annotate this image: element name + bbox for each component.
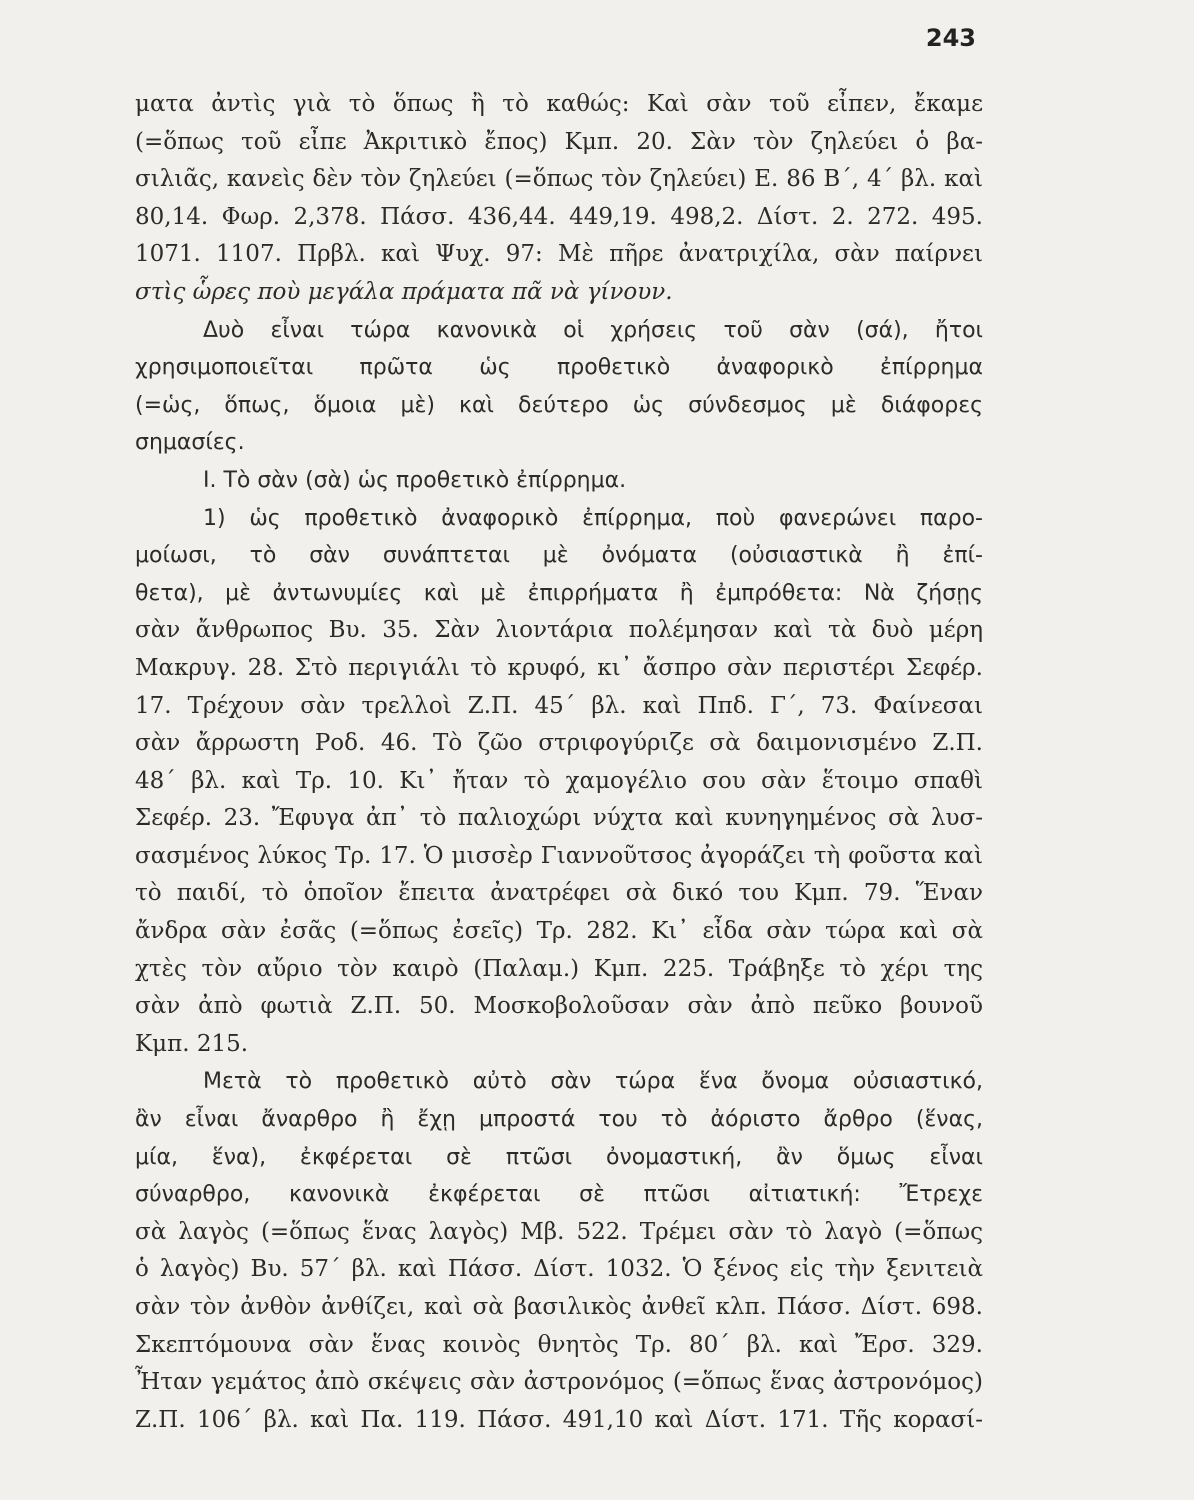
body-text: [135, 86, 983, 1439]
text-line: μία, ἕνα), ἐκφέρεται σὲ πτῶσι ὀνομαστική, ἂν ὅμως εἶναι: [135, 1144, 983, 1170]
text-line: θετα), μὲ ἀντωνυμίες καὶ μὲ ἐπιρρήματα ἢ ἐμπρόθετα: Νὰ ζήσῃς: [135, 580, 983, 606]
page-number: 243: [925, 24, 976, 52]
text-line: σιλιᾶς, κανεὶς δὲν τὸν ζηλεύει (=ὅπως τὸν ζηλεύει) Ε. 86 Β΄, 4΄ βλ. καὶ: [135, 166, 983, 193]
section-heading: Ι. Τὸ σὰν (σὰ) ὡς προθετικὸ ἐπίρρημα.: [203, 467, 627, 493]
text-line: σὰ λαγὸς (=ὅπως ἕνας λαγὸς) Μβ. 522. Τρέμει σὰν τὸ λαγὸ (=ὅπως: [135, 1218, 983, 1245]
text-line: 48΄ βλ. καὶ Τρ. 10. Κι᾽ ἤταν τὸ χαμογέλιο σου σὰν ἕτοιμο σπαθὶ: [135, 767, 983, 794]
text-line: σασμένος λύκος Τρ. 17. Ὁ μισσὲρ Γιαννοῦτσος ἀγοράζει τὴ φοῦστα καὶ: [135, 842, 983, 869]
text-line: στὶς ὧρες ποὺ μεγάλα πράματα πᾶ νὰ γίνουν.: [135, 278, 673, 305]
text-line: ἂν εἶναι ἄναρθρο ἢ ἔχῃ μπροστά του τὸ ἀόριστο ἄρθρο (ἕνας,: [135, 1107, 983, 1133]
text-line: 1071. 1107. Πρβλ. καὶ Ψυχ. 97: Μὲ πῆρε ἀνατριχίλα, σὰν παίρνει: [135, 241, 983, 268]
text-line: (=ὡς, ὅπως, ὅμοια μὲ) καὶ δεύτερο ὡς σύνδεσμος μὲ διάφορες: [135, 392, 983, 418]
text-line: σὰν ἄνθρωπος Βυ. 35. Σὰν λιοντάρια πολέμησαν καὶ τὰ δυὸ μέρη: [135, 617, 983, 644]
text-line: ἄνδρα σὰν ἐσᾶς (=ὅπως ἐσεῖς) Τρ. 282. Κι᾽ εἶδα σὰν τώρα καὶ σὰ: [135, 918, 983, 945]
text-line: Μακρυγ. 28. Στὸ περιγιάλι τὸ κρυφό, κι᾽ ἄσπρο σὰν περιστέρι Σεφέρ.: [135, 654, 983, 681]
paragraph-start-line: 1) ὡς προθετικὸ ἀναφορικὸ ἐπίρρημα, ποὺ φανερώνει παρο-: [203, 505, 983, 531]
text-line: Κμπ. 215.: [135, 1030, 249, 1057]
paragraph-start-line: Μετὰ τὸ προθετικὸ αὐτὸ σὰν τώρα ἕνα ὄνομα οὐσιαστικό,: [203, 1069, 983, 1095]
text-line: Σεφέρ. 23. Ἔφυγα ἀπ᾽ τὸ παλιοχώρι νύχτα καὶ κυνηγημένος σὰ λυσ-: [135, 805, 983, 832]
text-line: σύναρθρο, κανονικὰ ἐκφέρεται σὲ πτῶσι αἰτιατική: Ἔτρεχε: [135, 1182, 983, 1208]
paragraph-start-line: Δυὸ εἶναι τώρα κανονικὰ οἱ χρήσεις τοῦ σὰν (σά), ἤτοι: [203, 317, 983, 343]
text-line: (=ὅπως τοῦ εἶπε Ἀκριτικὸ ἔπος) Κμπ. 20. Σὰν τὸν ζηλεύει ὁ βα-: [135, 128, 983, 155]
text-line: σὰν ἄρρωστη Ροδ. 46. Τὸ ζῶο στριφογύριζε σὰ δαιμονισμένο Ζ.Π.: [135, 730, 983, 757]
text-line: σημασίες.: [135, 430, 245, 456]
text-line: χρησιμοποιεῖται πρῶτα ὡς προθετικὸ ἀναφορικὸ ἐπίρρημα: [135, 355, 983, 381]
text-line: 80,14. Φωρ. 2,378. Πάσσ. 436,44. 449,19. 498,2. Δίστ. 2. 272. 495.: [135, 203, 983, 230]
text-line: Ζ.Π. 106΄ βλ. καὶ Πα. 119. Πάσσ. 491,10 καὶ Δίστ. 171. Τῆς κορασί-: [135, 1406, 983, 1433]
text-line: σὰν ἀπὸ φωτιὰ Ζ.Π. 50. Μοσκοβολοῦσαν σὰν ἀπὸ πεῦκο βουνοῦ: [135, 993, 983, 1020]
text-line: ὁ λαγὸς) Βυ. 57΄ βλ. καὶ Πάσσ. Δίστ. 1032. Ὁ ξένος εἰς τὴν ξενιτειὰ: [135, 1256, 983, 1283]
text-line: μοίωσι, τὸ σὰν συνάπτεται μὲ ὀνόματα (οὐσιαστικὰ ἢ ἐπί-: [135, 543, 983, 569]
text-line: τὸ παιδί, τὸ ὁποῖον ἔπειτα ἀνατρέφει σὰ δικό του Κμπ. 79. Ἕναν: [135, 880, 983, 907]
text-line: σὰν τὸν ἀνθὸν ἀνθίζει, καὶ σὰ βασιλικὸς ἀνθεῖ κλπ. Πάσσ. Δίστ. 698.: [135, 1294, 983, 1320]
text-line: ματα ἀντὶς γιὰ τὸ ὅπως ἢ τὸ καθώς: Καὶ σὰν τοῦ εἶπεν, ἔκαμε: [135, 91, 983, 117]
text-line: Ἦταν γεμάτος ἀπὸ σκέψεις σὰν ἀστρονόμος (=ὅπως ἕνας ἀστρονόμος): [135, 1369, 983, 1396]
text-line: χτὲς τὸν αὔριο τὸν καιρὸ (Παλαμ.) Κμπ. 225. Τράβηξε τὸ χέρι της: [135, 955, 983, 982]
text-line: 17. Τρέχουν σὰν τρελλοὶ Ζ.Π. 45΄ βλ. καὶ Ππδ. Γ΄, 73. Φαίνεσαι: [135, 692, 983, 719]
text-line: Σκεπτόμουνα σὰν ἕνας κοινὸς θνητὸς Τρ. 80΄ βλ. καὶ Ἔρσ. 329.: [135, 1331, 983, 1358]
